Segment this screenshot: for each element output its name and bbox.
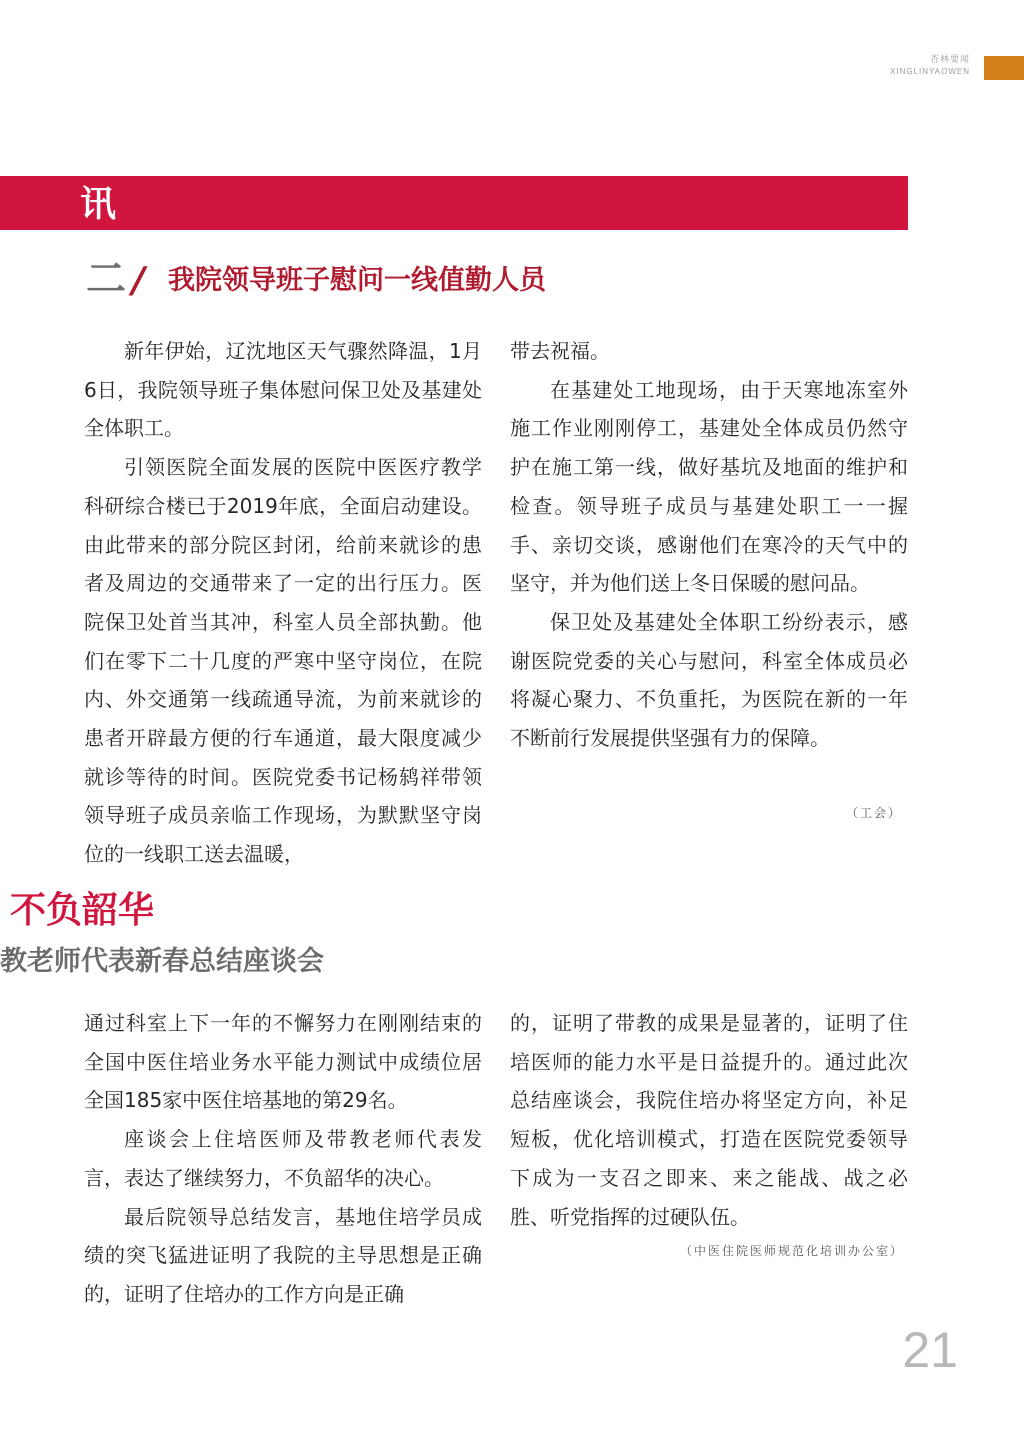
section-banner — [0, 176, 908, 230]
paragraph: 最后院领导总结发言，基地住培学员成绩的突飞猛进证明了我院的主导思想是正确的，证明了住培办的工作方向是正确 — [84, 1204, 482, 1306]
article2-column-right — [510, 1004, 908, 1236]
brand-cn: 杏林要闻 — [929, 55, 970, 65]
article-number: 二 — [86, 256, 126, 302]
paragraph: 在基建处工地现场，由于天寒地冻室外施工作业刚刚停工，基建处全体成员仍然守护在施工第一线，做好基坑及地面的维护和检查。领导班子成员与基建处职工一一握手、亲切交谈，感谢他们在寒冷的天气中的坚守，并为他们送上冬日保暖的慰问品。 — [510, 377, 908, 596]
paragraph: 带去祝福。 — [510, 339, 610, 363]
article1-credit: （工会） — [845, 806, 902, 820]
article2-subtitle: 教老师代表新春总结座谈会 — [0, 946, 324, 977]
brand-en: XINGLINYAOWEN — [890, 67, 970, 76]
article1-column-right — [510, 332, 908, 758]
paragraph: 保卫处及基建处全体职工纷纷表示，感谢医院党委的关心与慰问，科室全体成员必将凝心聚力、不负重托，为医院在新的一年不断前行发展提供坚强有力的保障。 — [510, 609, 908, 751]
article-slash: / — [132, 260, 146, 301]
article2-title: 不负韶华 — [10, 889, 155, 931]
article2-credit: （中医住院医师规范化培训办公室） — [679, 1244, 904, 1258]
page-number: 21 — [902, 1322, 958, 1378]
paragraph: 通过科室上下一年的不懈努力在刚刚结束的全国中医住培业务水平能力测试中成绩位居全国185家中医住培基地的第29名。 — [84, 1011, 482, 1113]
paragraph: 引领医院全面发展的医院中医医疗教学科研综合楼已于2019年底，全面启动建设。由此带来的部分院区封闭，给前来就诊的患者及周边的交通带来了一定的出行压力。医院保卫处首当其冲，科室人员全部执勤。他们在零下二十几度的严寒中坚守岗位，在院内、外交通第一线疏通导流，为前来就诊的患者开辟最方便的行车通道，最大限度减少就诊等待的时间。医院党委书记杨鸫祥带领领导班子成员亲临工作现场，为默默坚守岗位的一线职工送去温暖， — [84, 455, 482, 867]
paragraph: 新年伊始，辽沈地区天气骤然降温，1月6日，我院领导班子集体慰问保卫处及基建处全体职工。 — [84, 339, 482, 441]
paragraph: 的，证明了带教的成果是显著的，证明了住培医师的能力水平是日益提升的。通过此次总结座谈会，我院住培办将坚定方向，补足短板，优化培训模式，打造在医院党委领导下成为一支召之即来、来之能战、战之必胜、听党指挥的过硬队伍。 — [510, 1011, 908, 1229]
article1-column-left — [84, 332, 482, 874]
header-brand — [890, 54, 970, 77]
paragraph: 座谈会上住培医师及带教老师代表发言，表达了继续努力，不负韶华的决心。 — [84, 1127, 482, 1190]
article2-column-left — [84, 1004, 482, 1314]
section-tab — [984, 56, 1024, 80]
article-title: 我院领导班子慰问一线值勤人员 — [168, 265, 546, 296]
banner-text: 讯 — [80, 183, 117, 225]
